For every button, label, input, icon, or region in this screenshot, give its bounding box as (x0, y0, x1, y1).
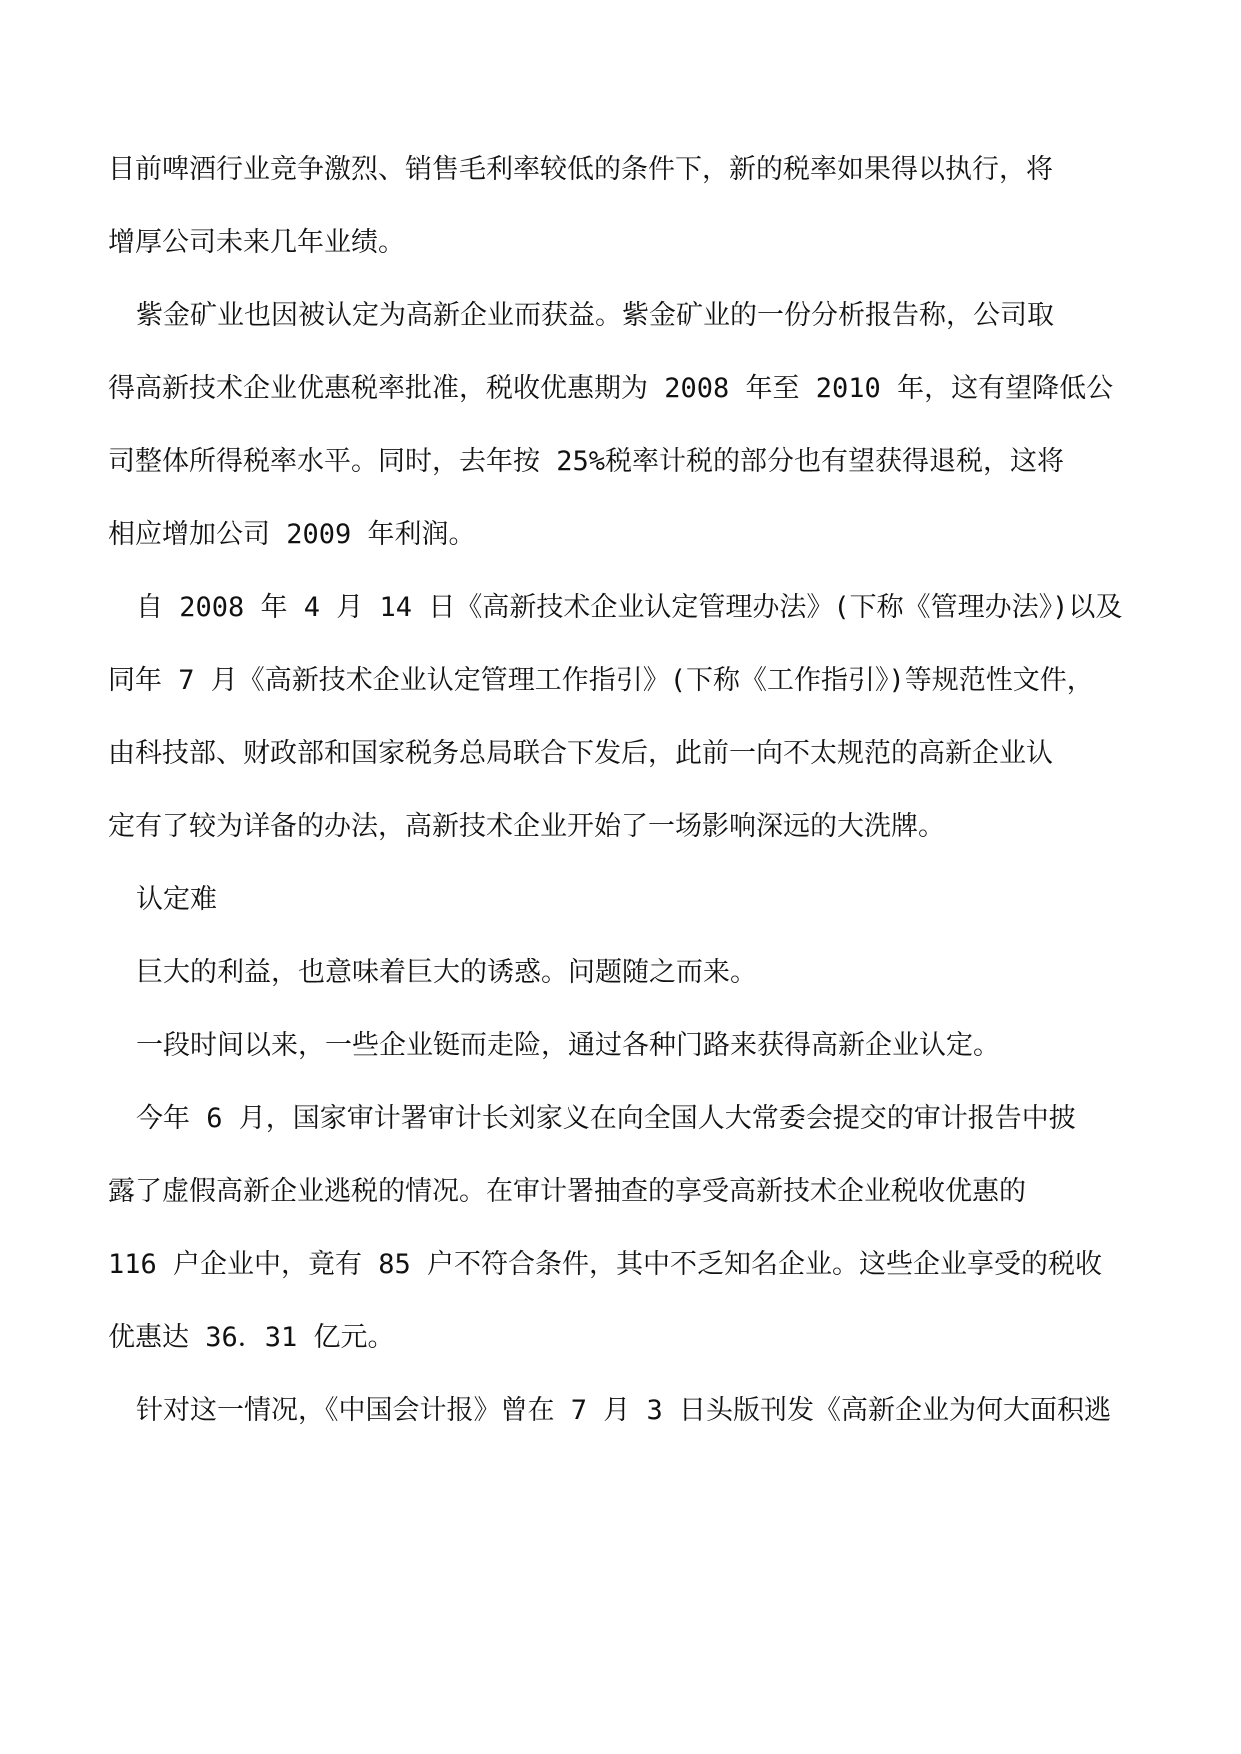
paragraph-line: 今年 6 月，国家审计署审计长刘家义在向全国人大常委会提交的审计报告中披 (136, 1103, 1076, 1134)
text-line: 司整体所得税率水平。同时，去年按 25%税率计税的部分也有望获得退税，这将 (108, 446, 1065, 477)
text-line: 相应增加公司 2009 年利润。 (108, 519, 476, 550)
paragraph-line: 一段时间以来，一些企业铤而走险，通过各种门路来获得高新企业认定。 (136, 1030, 1000, 1061)
text-line: 116 户企业中，竟有 85 户不符合条件，其中不乏知名企业。这些企业享受的税收 (108, 1249, 1103, 1280)
text-line: 优惠达 36．31 亿元。 (108, 1322, 395, 1353)
paragraph-line: 针对这一情况，《中国会计报》曾在 7 月 3 日头版刊发《高新企业为何大面积逃 (136, 1395, 1112, 1426)
text-line: 得高新技术企业优惠税率批准，税收优惠期为 2008 年至 2010 年，这有望降低公 (108, 373, 1114, 404)
text-line: 定有了较为详备的办法，高新技术企业开始了一场影响深远的大洗牌。 (108, 811, 945, 842)
text-line: 露了虚假高新企业逃税的情况。在审计署抽查的享受高新技术企业税收优惠的 (108, 1176, 1026, 1207)
section-heading: 认定难 (136, 884, 217, 915)
text-line: 同年 7 月《高新技术企业认定管理工作指引》(下称《工作指引》)等规范性文件， (108, 665, 1094, 696)
paragraph-line: 紫金矿业也因被认定为高新企业而获益。紫金矿业的一份分析报告称，公司取 (136, 300, 1054, 331)
text-line: 增厚公司未来几年业绩。 (108, 227, 405, 258)
text-line: 目前啤酒行业竞争激烈、销售毛利率较低的条件下，新的税率如果得以执行，将 (108, 154, 1053, 185)
paragraph-line: 巨大的利益，也意味着巨大的诱惑。问题随之而来。 (136, 957, 757, 988)
text-line: 由科技部、财政部和国家税务总局联合下发后，此前一向不太规范的高新企业认 (108, 738, 1053, 769)
paragraph-line: 自 2008 年 4 月 14 日《高新技术企业认定管理办法》(下称《管理办法》)以及 (136, 592, 1123, 623)
